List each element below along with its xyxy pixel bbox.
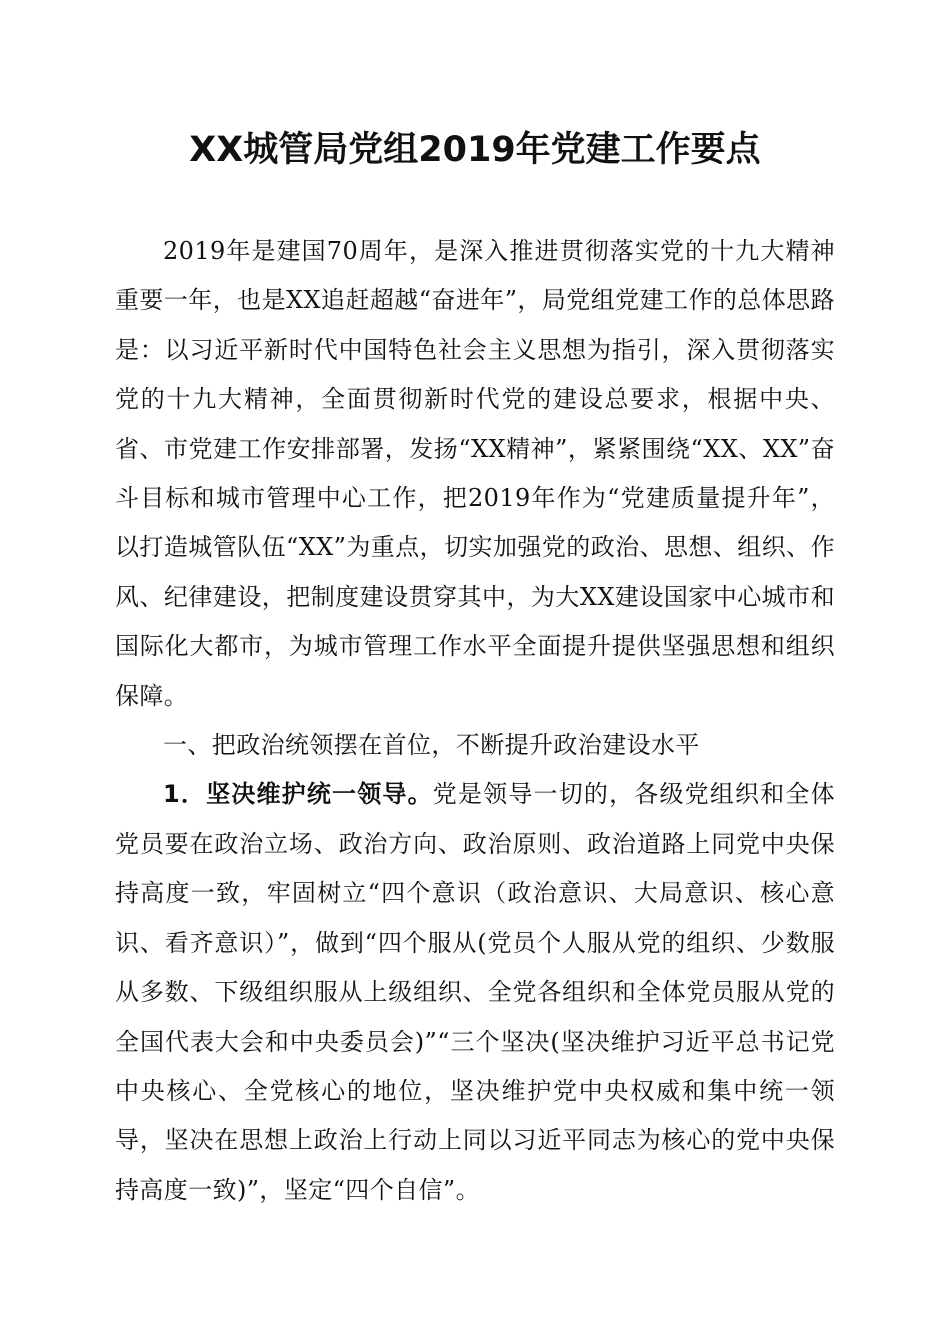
intro-paragraph: 2019年是建国70周年，是深入推进贯彻落实党的十九大精神重要一年，也是XX追赶超越“奋进年”，局党组党建工作的总体思路是：以习近平新时代中国特色社会主义思想为指引，深入贯彻落实党的十九大精神，全面贯彻新时代党的建设总要求，根据中央、省、市党建工作安排部署，发扬“XX精神”，紧紧围绕“XX、XX”奋斗目标和城市管理中心工作，把2019年作为“党建质量提升年”，以打造城管队伍“XX”为重点，切实加强党的政治、思想、组织、作风、纪律建设，把制度建设贯穿其中，为大XX建设国家中心城市和国际化大都市，为城市管理工作水平全面提升提供坚强思想和组织保障。 <box>115 237 835 710</box>
section-heading-1: 一、把政治统领摆在首位，不断提升政治建设水平 <box>163 731 700 760</box>
item-lead-1: 1．坚决维护统一领导。 <box>163 780 433 809</box>
document-body <box>115 128 835 1215</box>
item-paragraph-1 <box>115 770 835 1215</box>
document-title: XX城管局党组2019年党建工作要点 <box>189 130 761 170</box>
item-body-1: 党是领导一切的，各级党组织和全体党员要在政治立场、政治方向、政治原则、政治道路上同党中央保持高度一致，牢固树立“四个意识（政治意识、大局意识、核心意识、看齐意识）”，做到“四个服从(党员个人服从党的组织、少数服从多数、下级组织服从上级组织、全党各组织和全体党员服从党的全国代表大会和中央委员会)”“三个坚决(坚决维护习近平总书记党中央核心、全党核心的地位，坚决维护党中央权威和集中统一领导，坚决在思想上政治上行动上同以习近平同志为核心的党中央保持高度一致)”，坚定“四个自信”。 <box>115 780 835 1204</box>
